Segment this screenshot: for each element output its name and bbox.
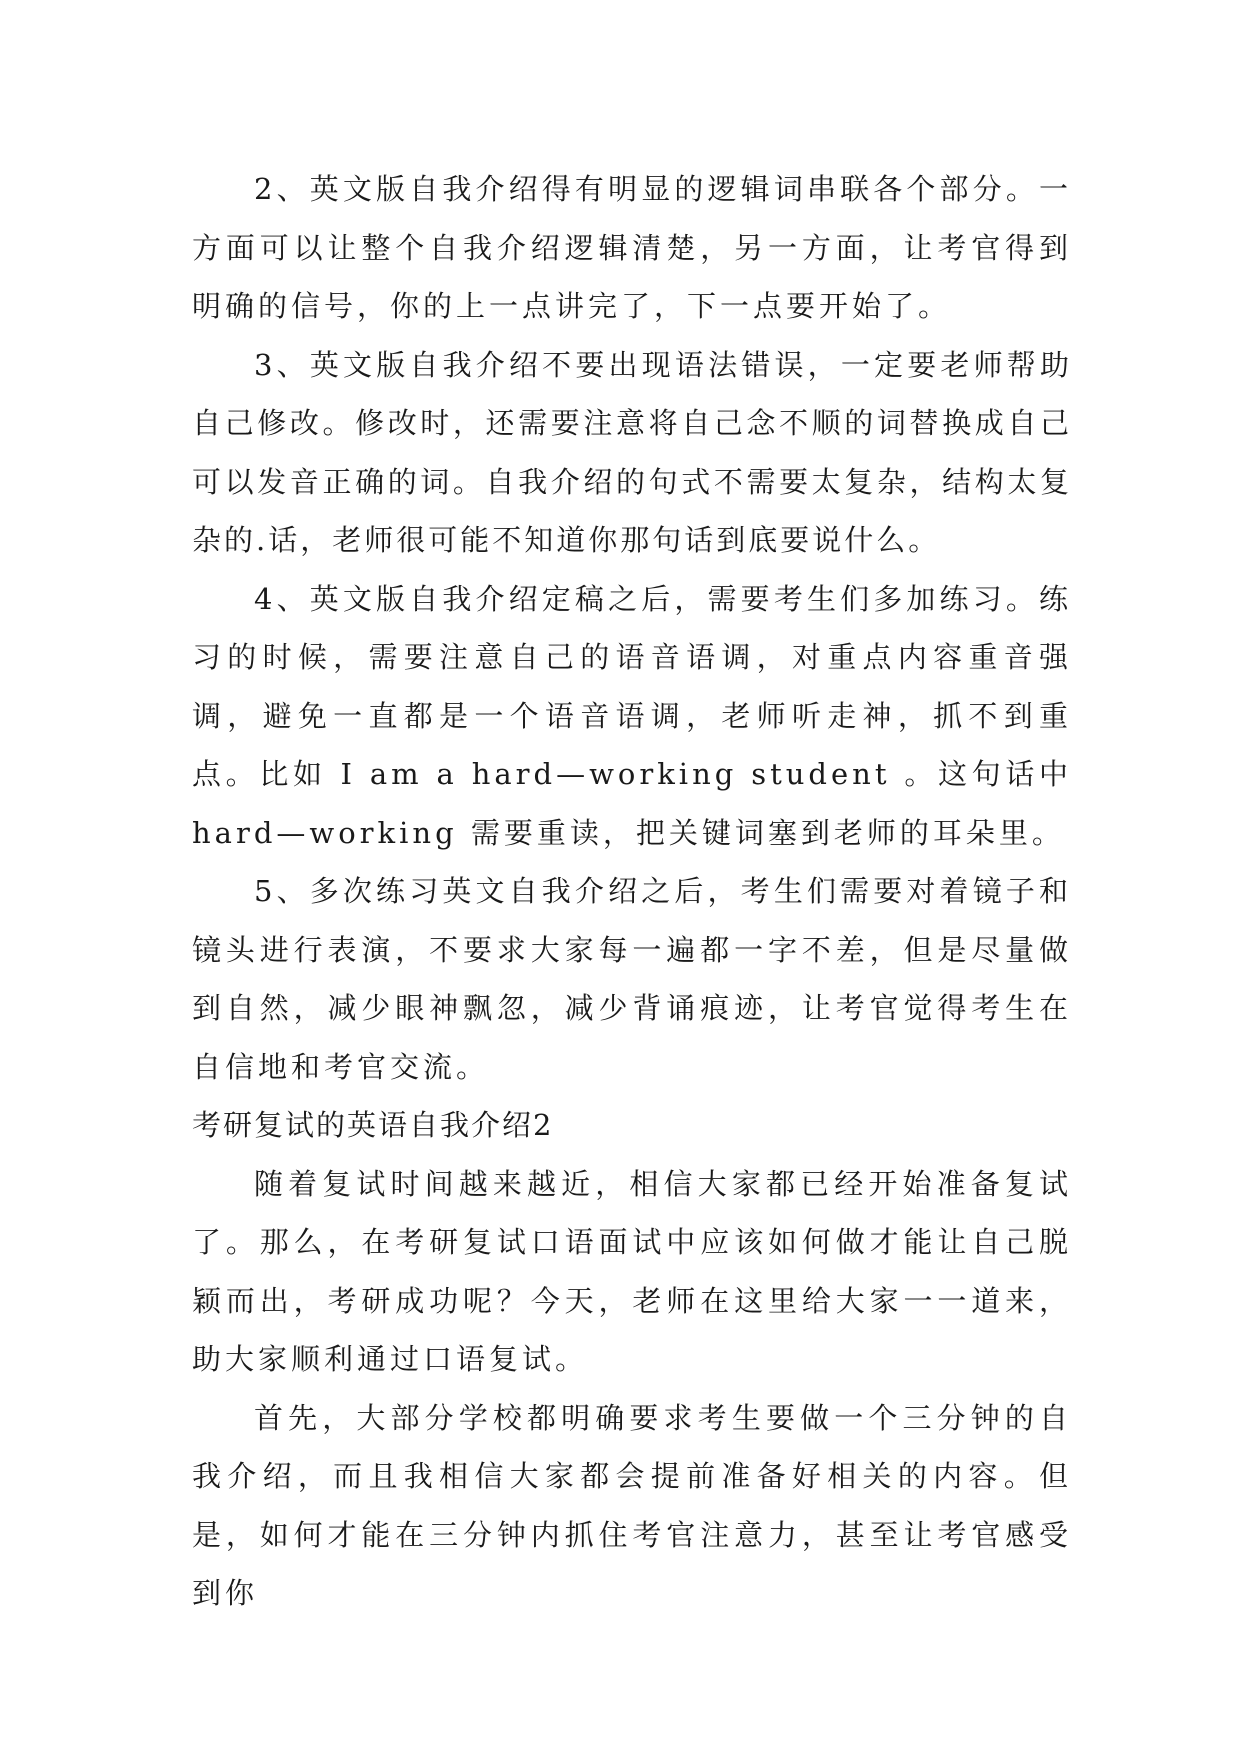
paragraph-intro: 随着复试时间越来越近，相信大家都已经开始准备复试了。那么，在考研复试口语面试中应该如何做才能让自己脱颖而出，考研成功呢？今天，老师在这里给大家一一道来，助大家顺利通过口语复试。 xyxy=(192,1166,1072,1376)
paragraph-point-4: 4、英文版自我介绍定稿之后，需要考生们多加练习。练习的时候，需要注意自己的语音语调，对重点内容重音强调，避免一直都是一个语音语调，老师听走神，抓不到重点。比如 I am a hard—working student 。这句话中 hard—working 需要重读，把关键词塞到老师的耳朵里。 xyxy=(192,581,1072,850)
paragraph-point-2: 2、英文版自我介绍得有明显的逻辑词串联各个部分。一方面可以让整个自我介绍逻辑清楚，另一方面，让考官得到明确的信号，你的上一点讲完了，下一点要开始了。 xyxy=(192,172,1072,323)
paragraph-point-5: 5、多次练习英文自我介绍之后，考生们需要对着镜子和镜头进行表演，不要求大家每一遍都一字不差，但是尽量做到自然，减少眼神飘忽，减少背诵痕迹，让考官觉得考生在自信地和考官交流。 xyxy=(192,874,1072,1084)
paragraph-first: 首先，大部分学校都明确要求考生要做一个三分钟的自我介绍，而且我相信大家都会提前准备好相关的内容。但是，如何才能在三分钟内抓住考官注意力，甚至让考官感受到你 xyxy=(192,1400,1072,1610)
document-body xyxy=(192,160,1072,1623)
section-heading: 考研复试的英语自我介绍2 xyxy=(192,1108,554,1142)
paragraph-point-3: 3、英文版自我介绍不要出现语法错误，一定要老师帮助自己修改。修改时，还需要注意将自己念不顺的词替换成自己可以发音正确的词。自我介绍的句式不需要太复杂，结构太复杂的.话，老师很可能不知道你那句话到底要说什么。 xyxy=(192,347,1072,557)
